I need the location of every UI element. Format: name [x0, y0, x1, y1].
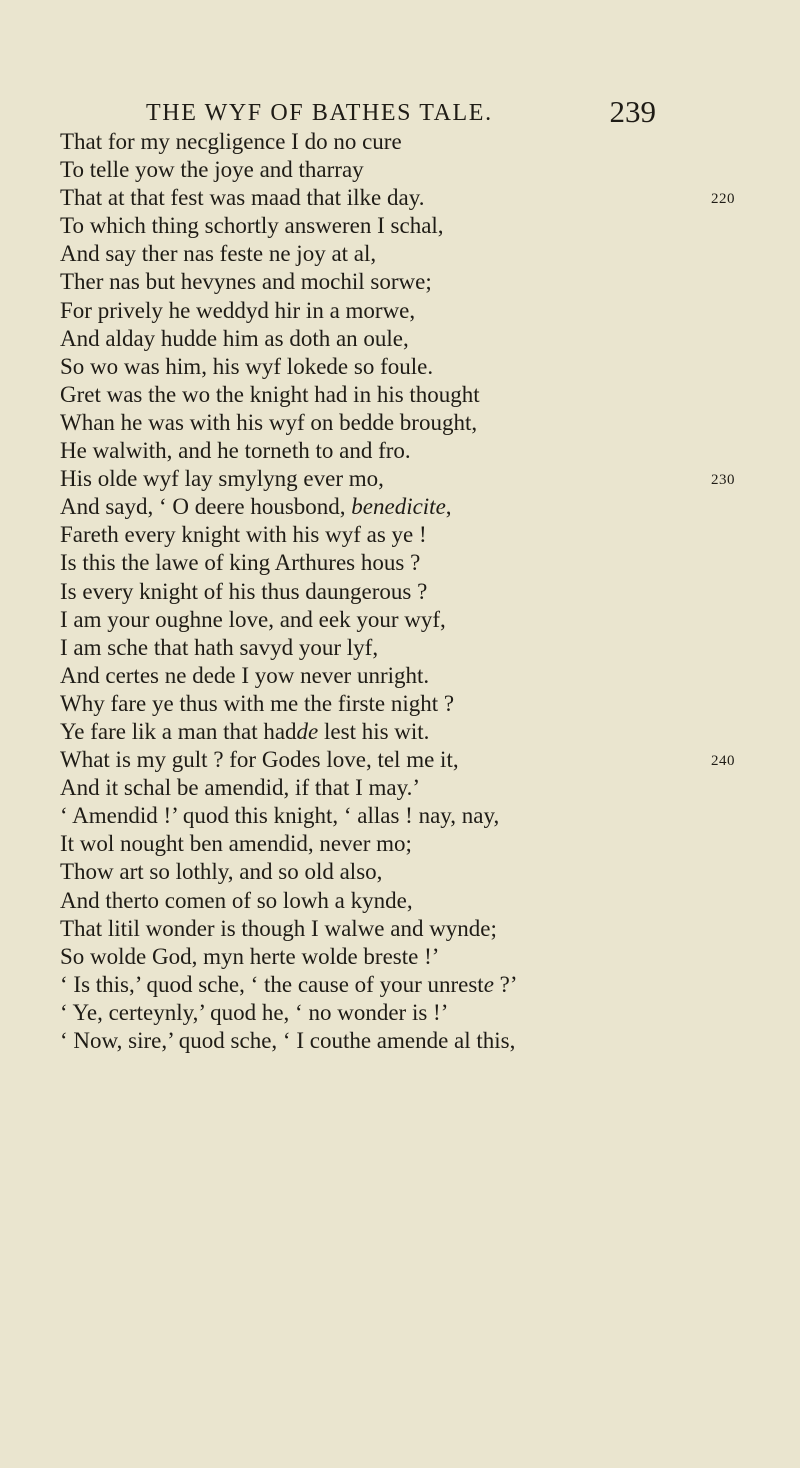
- verse-line: [60, 1027, 735, 1055]
- verse-line-text: Is this the lawe of king Arthures hous ?: [60, 550, 421, 576]
- verse-line-text: Ther nas but hevynes and mochil sorwe;: [60, 269, 432, 295]
- verse-line-text: And it schal be amendid, if that I may.’: [60, 775, 421, 801]
- verse-line-text: To telle yow the joye and tharray: [60, 157, 364, 183]
- verse-line-text: What is my gult ? for Godes love, tel me it,: [60, 747, 459, 773]
- verse-line-text: Whan he was with his wyf on bedde brought,: [60, 409, 478, 435]
- verse-line: [60, 971, 735, 999]
- verse-line-text: ‘ Amendid !’ quod this knight, ‘ allas ! nay, nay,: [60, 803, 500, 829]
- verse-line-text: ‘ Ye, certeynly,’ quod he, ‘ no wonder is !’: [60, 999, 449, 1025]
- verse-text-segment: ,: [445, 494, 452, 520]
- verse-text-segment: ?’: [493, 971, 518, 997]
- verse-line: [60, 325, 735, 353]
- verse-text-segment: ‘ Is this,’ quod sche, ‘ the cause of your unrest: [60, 971, 484, 997]
- verse-line-text: [60, 718, 429, 746]
- verse-line: [60, 128, 735, 156]
- verse-line-text: And say ther nas feste ne joy at al,: [60, 241, 377, 267]
- verse-italic-segment: e: [483, 971, 494, 997]
- page-number: 239: [609, 94, 656, 129]
- verse-line-text: I am sche that hath savyd your lyf,: [60, 634, 379, 660]
- verse-line: [60, 493, 735, 521]
- verse-line: [60, 774, 735, 802]
- verse-line: [60, 746, 735, 774]
- verse-text-segment: And sayd, ‘ O deere housbond,: [60, 494, 352, 520]
- verse-line: [60, 437, 735, 465]
- verse-line-text: [60, 493, 452, 521]
- verse-line: [60, 634, 735, 662]
- verse-line: [60, 521, 735, 549]
- verse-line-text: That litil wonder is though I walwe and wynde;: [60, 915, 497, 941]
- line-number: 220: [711, 191, 735, 208]
- verse-line: [60, 549, 735, 577]
- verse-line: [60, 578, 735, 606]
- verse-italic-segment: de: [296, 718, 319, 744]
- verse-line: [60, 212, 735, 240]
- verse-line-text: So wolde God, myn herte wolde breste !’: [60, 943, 440, 969]
- verse-line: [60, 606, 735, 634]
- verse-line: [60, 830, 735, 858]
- verse-line: [60, 409, 735, 437]
- line-number: 240: [711, 753, 735, 770]
- verse-line: [60, 718, 735, 746]
- running-title: THE WYF OF BATHES TALE.: [146, 100, 493, 126]
- verse-line: [60, 268, 735, 296]
- verse-line: [60, 887, 735, 915]
- verse-line-text: Is every knight of his thus daungerous ?: [60, 578, 428, 604]
- verse-line: [60, 662, 735, 690]
- verse-line-text: His olde wyf lay smylyng ever mo,: [60, 466, 384, 492]
- verse-line-text: [60, 971, 518, 999]
- verse-line-text: For prively he weddyd hir in a morwe,: [60, 297, 416, 323]
- verse-line: [60, 802, 735, 830]
- verse-text-segment: Ye fare lik a man that had: [60, 718, 297, 744]
- verse-line: [60, 943, 735, 971]
- verse-line: [60, 858, 735, 886]
- verse-line-text: To which thing schortly answeren I schal,: [60, 213, 444, 239]
- verse-text: [60, 128, 735, 1055]
- verse-line: [60, 240, 735, 268]
- line-number: 230: [711, 472, 735, 489]
- verse-text-segment: lest his wit.: [318, 718, 430, 744]
- verse-line-text: Fareth every knight with his wyf as ye !: [60, 522, 427, 548]
- verse-line-text: That for my necgligence I do no cure: [60, 129, 402, 154]
- verse-line: [60, 381, 735, 409]
- verse-line-text: And therto comen of so lowh a kynde,: [60, 887, 413, 913]
- verse-line: [60, 915, 735, 943]
- verse-line: [60, 353, 735, 381]
- verse-line-text: ‘ Now, sire,’ quod sche, ‘ I couthe amende al this,: [60, 1028, 516, 1053]
- verse-line: [60, 297, 735, 325]
- verse-line: [60, 999, 735, 1027]
- verse-line: [60, 690, 735, 718]
- verse-line: [60, 184, 735, 212]
- verse-line-text: Why fare ye thus with me the firste night ?: [60, 690, 455, 716]
- verse-line-text: So wo was him, his wyf lokede so foule.: [60, 353, 434, 379]
- verse-line-text: That at that fest was maad that ilke day.: [60, 185, 425, 211]
- verse-line: [60, 156, 735, 184]
- verse-line-text: And alday hudde him as doth an oule,: [60, 325, 409, 351]
- verse-line: [60, 465, 735, 493]
- verse-line-text: I am your oughne love, and eek your wyf,: [60, 606, 446, 632]
- verse-line-text: It wol nought ben amendid, never mo;: [60, 831, 412, 857]
- verse-line-text: And certes ne dede I yow never unright.: [60, 662, 430, 688]
- verse-line-text: Thow art so lothly, and so old also,: [60, 859, 383, 885]
- verse-italic-segment: benedicite: [351, 494, 446, 520]
- verse-line-text: Gret was the wo the knight had in his thought: [60, 381, 480, 407]
- verse-line-text: He walwith, and he torneth to and fro.: [60, 438, 411, 464]
